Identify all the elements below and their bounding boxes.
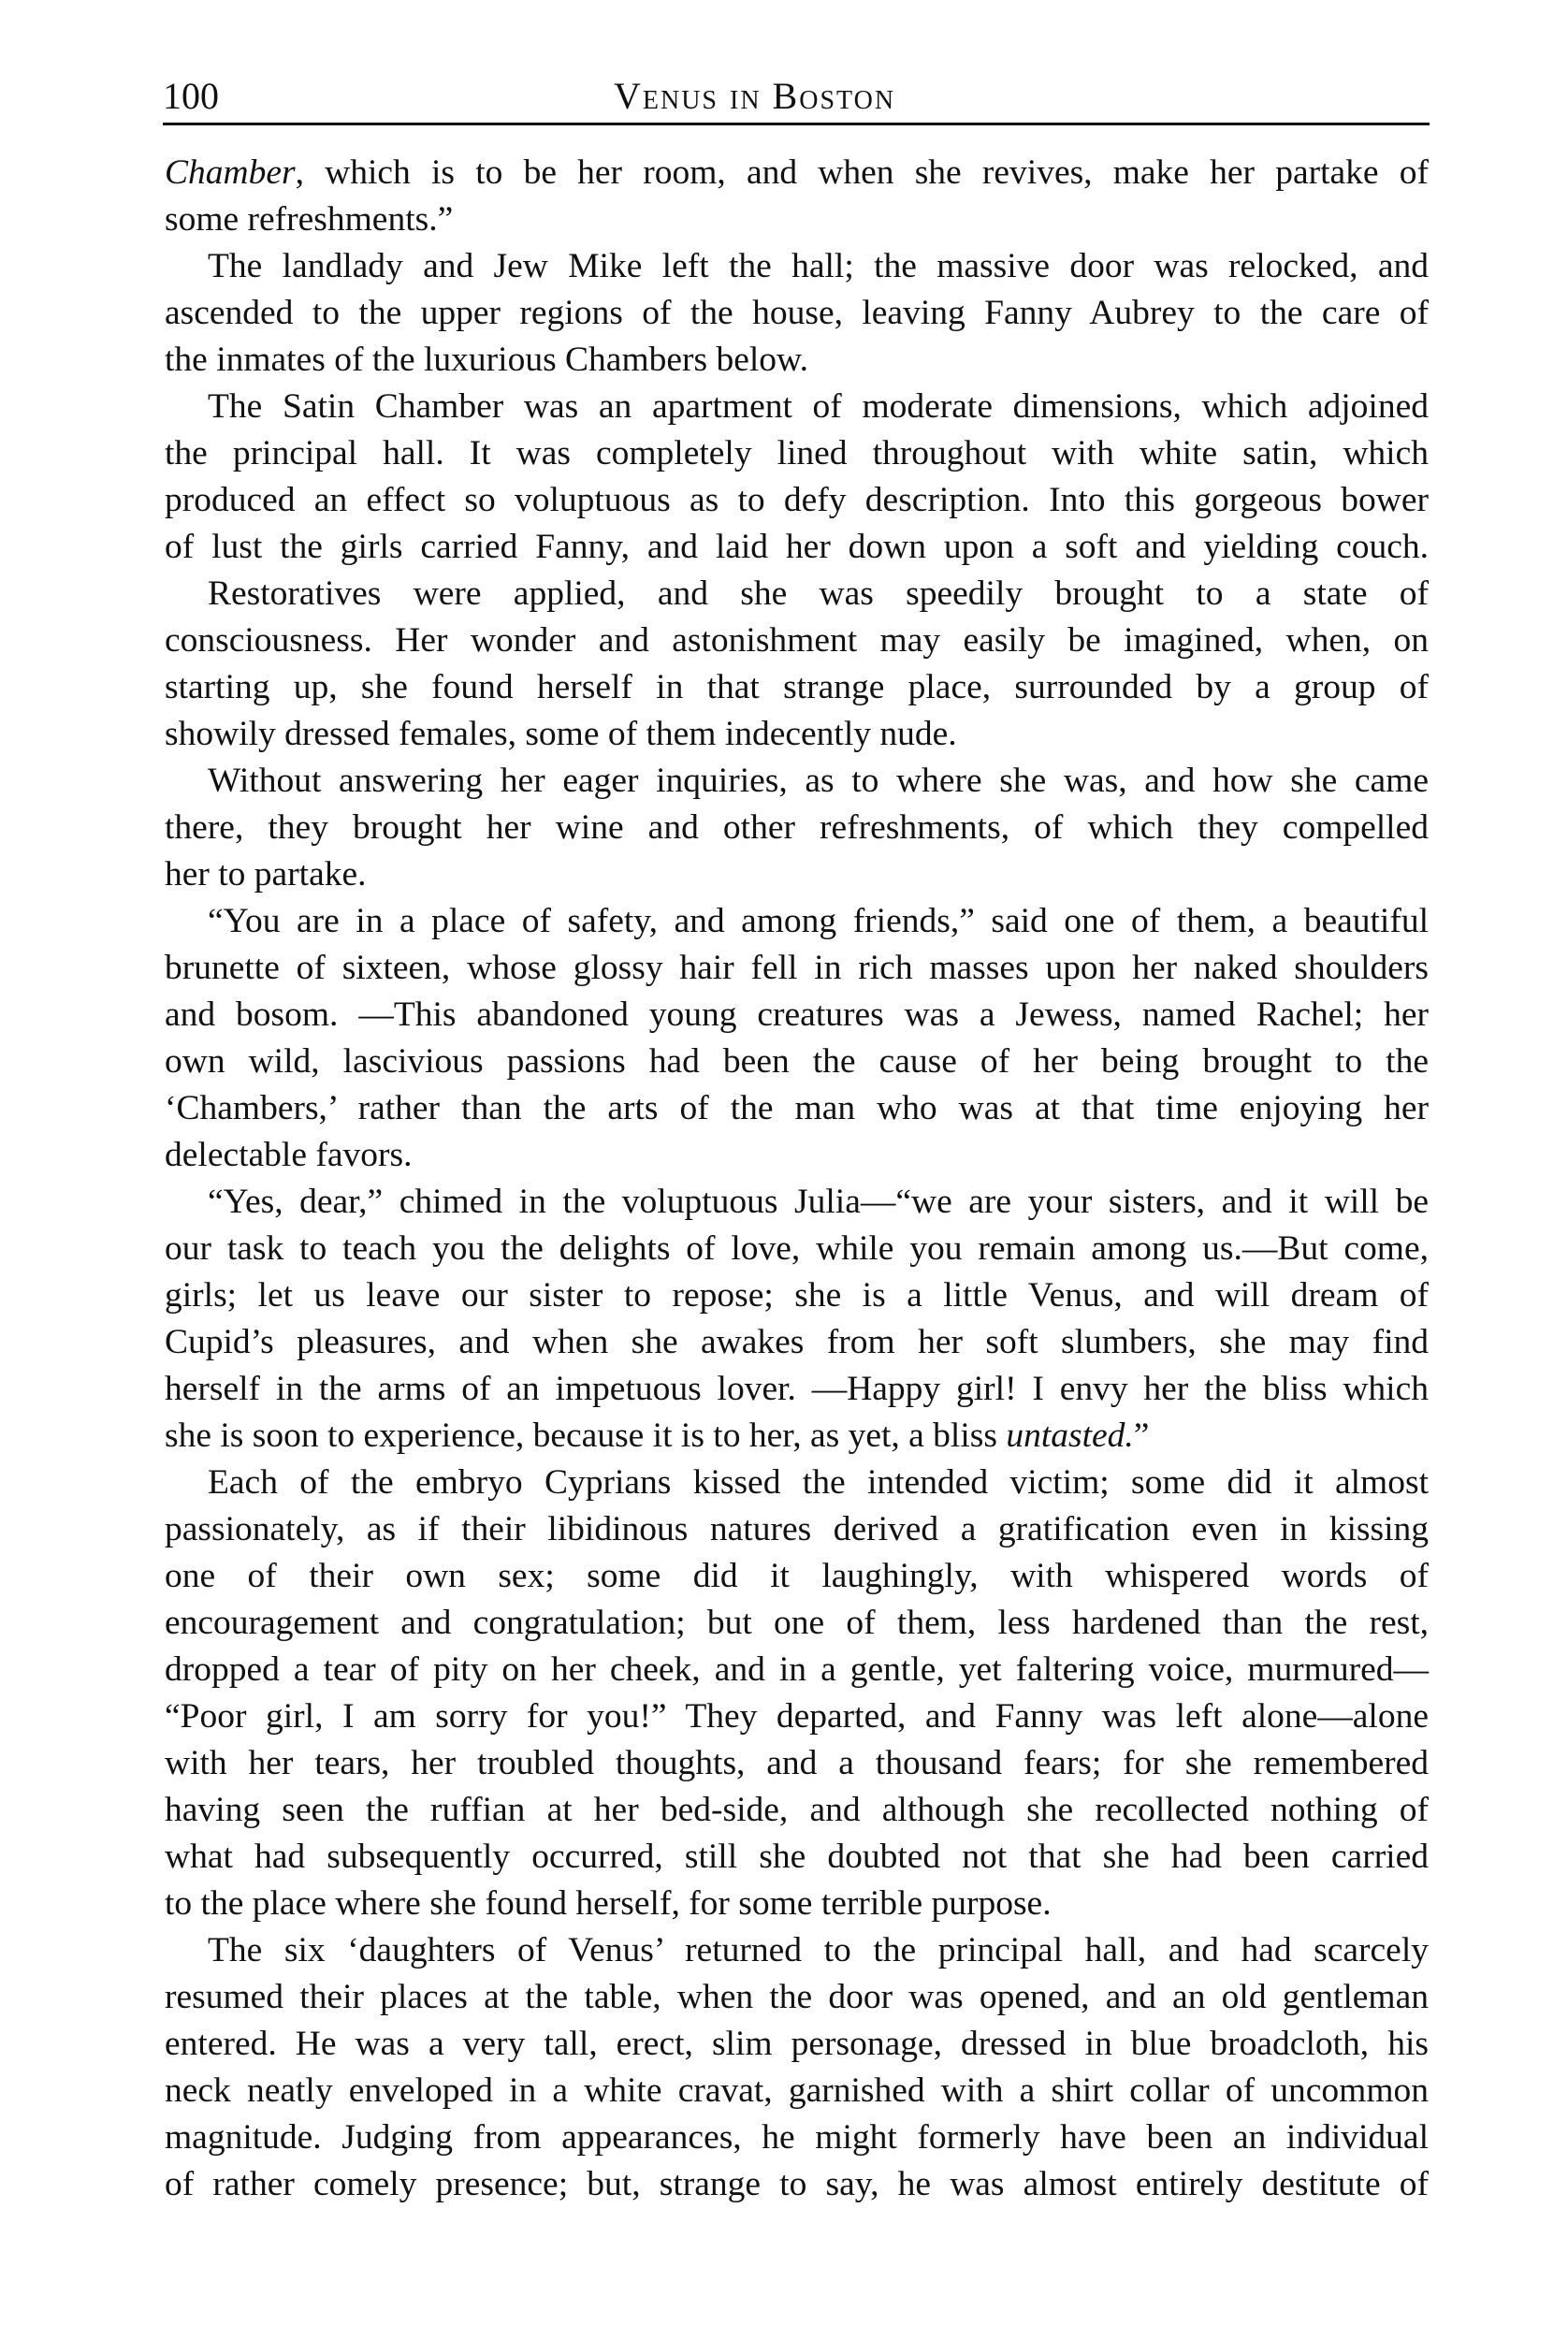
text-segment: herself in the arms of an impetuous lover. —Happy girl! I envy her the bliss which [165,1370,1429,1408]
text-segment: ‘Chambers,’ rather than the arts of the man who was at that time enjoying her [165,1089,1429,1127]
text-line [165,618,1429,664]
text-segment: ascended to the upper regions of the house, leaving Fanny Aubrey to the care of [165,294,1429,332]
text-segment: the principal hall. It was completely lined throughout with white satin, which [165,434,1429,472]
text-line [165,1740,1429,1787]
text-line [165,196,1429,243]
text-line [165,1039,1429,1085]
italic-text: Chamber [165,153,296,192]
text-segment: starting up, she found herself in that strange place, surrounded by a group of [165,668,1429,706]
text-segment: “Yes, dear,” chimed in the voluptuous Julia—“we are your sisters, and it will be [208,1183,1429,1221]
text-line [165,1927,1429,1974]
text-line [165,2068,1429,2114]
text-segment: magnitude. Judging from appearances, he might formerly have been an individual [165,2118,1429,2157]
text-segment: , which is to be her room, and when she revives, make her partake of [295,153,1429,192]
text-segment: some refreshments.” [165,200,454,239]
text-line [165,2114,1429,2161]
text-line [165,1179,1429,1226]
text-segment: of rather comely presence; but, strange to say, he was almost entirely destitute of [165,2165,1429,2203]
text-segment: delectable favors. [165,1136,413,1174]
text-segment: consciousness. Her wonder and astonishment may easily be imagined, when, on [165,621,1429,660]
text-segment: The six ‘daughters of Venus’ returned to the principal hall, and had scarcely [208,1931,1429,1969]
text-line [165,430,1429,477]
body-text [165,150,1429,2208]
text-segment: our task to teach you the delights of love, while you remain among us.—But come, [165,1229,1429,1268]
text-line [165,1787,1429,1834]
text-line [165,851,1429,898]
text-segment: resumed their places at the table, when the door was opened, and an old gentleman [165,1978,1429,2016]
text-line [165,1460,1429,1506]
text-segment: the inmates of the luxurious Chambers below. [165,341,809,379]
text-segment: showily dressed females, some of them indecently nude. [165,715,957,753]
text-line [165,1132,1429,1179]
text-segment: Without answering her eager inquiries, as to where she was, and how she came [208,762,1429,800]
text-line [165,1974,1429,2021]
text-line [165,524,1429,571]
text-line [165,1272,1429,1319]
running-head [163,73,1430,120]
text-line [165,1881,1429,1927]
text-segment: encouragement and congratulation; but one of them, less hardened than the rest, [165,1604,1429,1642]
text-segment: neck neatly enveloped in a white cravat, garnished with a shirt collar of uncommon [165,2071,1429,2110]
text-line [165,571,1429,618]
text-segment: Cupid’s pleasures, and when she awakes from her soft slumbers, she may find [165,1323,1429,1361]
text-segment: with her tears, her troubled thoughts, and a thousand fears; for she remembered [165,1744,1429,1782]
text-segment: of lust the girls carried Fanny, and laid her down upon a soft and yielding couch. [165,528,1429,566]
text-line [165,664,1429,711]
text-line [165,1413,1429,1460]
text-segment: dropped a tear of pity on her cheek, and in a gentle, yet faltering voice, murmured— [165,1650,1429,1689]
text-segment: ” [1133,1417,1150,1455]
text-segment: brunette of sixteen, whose glossy hair fell in rich masses upon her naked shoulders [165,949,1429,987]
text-segment: produced an effect so voluptuous as to defy description. Into this gorgeous bower [165,481,1429,519]
text-segment: what had subsequently occurred, still she doubted not that she had been carried [165,1838,1429,1876]
text-segment: own wild, lascivious passions had been the cause of her being brought to the [165,1042,1429,1081]
text-line [165,290,1429,337]
text-line [165,1600,1429,1647]
text-segment: having seen the ruffian at her bed-side, and although she recollected nothing of [165,1791,1429,1829]
header-rule [163,123,1430,125]
text-line [165,945,1429,992]
text-line [165,1506,1429,1553]
page-number: 100 [163,75,219,117]
text-line [165,1319,1429,1366]
text-line [165,2161,1429,2208]
text-line [165,805,1429,851]
text-segment: and bosom. —This abandoned young creatures was a Jewess, named Rachel; her [165,995,1429,1034]
text-segment: “Poor girl, I am sorry for you!” They departed, and Fanny was left alone—alone [165,1697,1429,1736]
text-segment: her to partake. [165,855,367,894]
text-segment: The Satin Chamber was an apartment of moderate dimensions, which adjoined [208,387,1429,426]
text-segment: girls; let us leave our sister to repose; she is a little Venus, and will dream of [165,1276,1429,1315]
text-line [165,1693,1429,1740]
text-segment: passionately, as if their libidinous natures derived a gratification even in kissing [165,1510,1429,1548]
text-line [165,477,1429,524]
text-line [165,1366,1429,1413]
text-segment: she is soon to experience, because it is to her, as yet, a bliss [165,1417,1007,1455]
text-line [165,337,1429,384]
text-segment: one of their own sex; some did it laughingly, with whispered words of [165,1557,1429,1595]
text-line [165,1834,1429,1881]
text-line [165,1647,1429,1693]
text-line [165,384,1429,430]
running-title: Venus in Boston [614,75,896,117]
text-segment: entered. He was a very tall, erect, slim personage, dressed in blue broadcloth, his [165,2025,1429,2063]
text-segment: to the place where she found herself, for some terrible purpose. [165,1884,1052,1923]
text-line [165,898,1429,945]
text-line [165,1553,1429,1600]
text-line [165,1085,1429,1132]
text-line [165,758,1429,805]
text-segment: “You are in a place of safety, and among friends,” said one of them, a beautiful [208,902,1429,940]
text-segment: Restoratives were applied, and she was speedily brought to a state of [208,574,1429,613]
text-line [165,2021,1429,2068]
italic-text: untasted. [1006,1417,1134,1455]
text-segment: Each of the embryo Cyprians kissed the intended victim; some did it almost [208,1463,1429,1502]
text-line [165,1226,1429,1272]
text-line [165,711,1429,758]
text-line [165,150,1429,196]
text-segment: The landlady and Jew Mike left the hall; the massive door was relocked, and [208,247,1429,285]
text-segment: there, they brought her wine and other refreshments, of which they compelled [165,808,1429,847]
text-line [165,992,1429,1039]
text-line [165,243,1429,290]
